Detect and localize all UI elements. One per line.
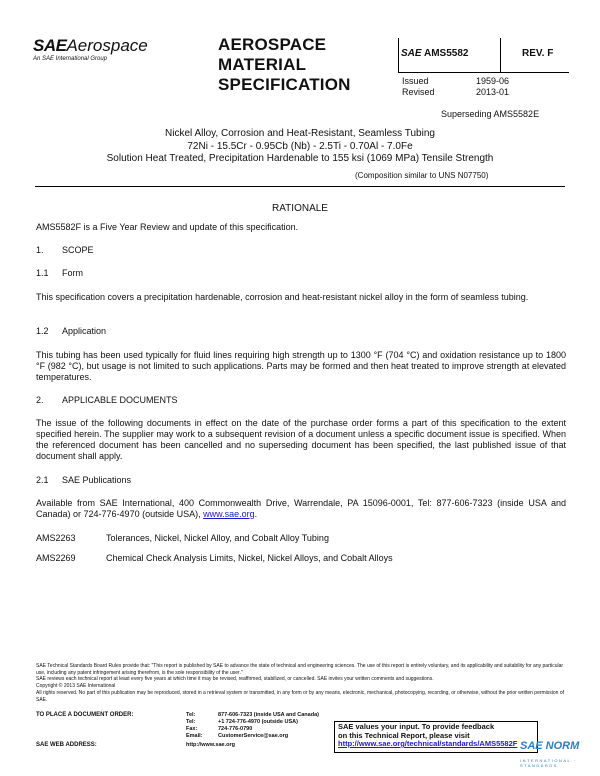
composition-note: (Composition similar to UNS N07750) <box>355 171 489 180</box>
section-2-1-text <box>36 498 566 520</box>
tel2-value: +1 724-776-4970 (outside USA) <box>218 719 298 725</box>
section-1-2-text: This tubing has been used typically for fluid lines requiring high strength up to 1300 °F (704 °C) and oxidation resistance up to 1800 °F (982 °C), but usage is not limited to such applications. Parts may be formed and then heat treated to improve strength at elevated temperatures. <box>36 350 566 382</box>
tel-value: 877-606-7323 (inside USA and Canada) <box>218 712 319 718</box>
logo-aerospace-text: Aerospace <box>66 36 148 55</box>
section-title: Form <box>62 268 83 278</box>
doc-number: AMS5582 <box>423 48 469 59</box>
sentence-end: . <box>254 509 258 519</box>
sae-aerospace-logo <box>33 36 193 62</box>
footer-review-notice: SAE reviews each technical report at least every five years at which time it may be revised, reaffirmed, stabilized, or cancelled. SAE invites your written comments and suggestions. <box>36 676 434 682</box>
section-number: 1. <box>36 245 44 255</box>
ref-code-ams2263: AMS2263 <box>36 533 76 543</box>
section-2-text: The issue of the following documents in effect on the date of the purchase order forms a part of this specification to the extent specified herein. The supplier may work to a subsequent revision of a document unless a specific document issue is specified. When the referenced document has been cancelled and no superseding document has been specified, the last published issue of that document shall apply. <box>36 418 566 461</box>
issued-label: Issued <box>402 76 429 86</box>
section-title: SCOPE <box>62 245 94 255</box>
feedback-line-2: on this Technical Report, please visit <box>338 730 470 740</box>
revised-label: Revised <box>402 87 435 97</box>
web-address-label: SAE WEB ADDRESS: <box>36 742 97 748</box>
web-address-value[interactable]: http://www.sae.org <box>186 742 235 748</box>
section-1-2-heading <box>36 326 106 336</box>
section-number: 2.1 <box>36 475 49 485</box>
logo-subtitle: An SAE International Group <box>33 56 108 62</box>
document-number <box>401 48 468 59</box>
fax-value: 724-776-0790 <box>218 726 253 732</box>
document-type-title <box>218 35 351 95</box>
section-title: Application <box>62 326 107 336</box>
sae-website-link[interactable]: www.sae.org <box>203 509 255 519</box>
fax-label: Fax: <box>186 726 198 732</box>
box-divider <box>500 38 501 72</box>
title-line-1: AEROSPACE <box>218 35 327 54</box>
sae-address-text: Available from SAE International, 400 Commonwealth Drive, Warrendale, PA 15096-0001, Tel: 877-606-7323 (inside USA and Canada) or 724-776-4970 (outside USA), <box>36 498 566 519</box>
feedback-link[interactable]: http://www.sae.org/technical/standards/AMS5582F <box>338 739 518 748</box>
issued-date: 1959-06 <box>476 76 510 86</box>
header-rule <box>35 186 565 187</box>
footer-rights-notice: All rights reserved. No part of this publication may be reproduced, stored in a retrieval system or transmitted, in any form or by any means, electronic, mechanical, photocopying, recording, or otherwise, without the prior written permission of SAE. <box>36 690 565 703</box>
order-label: TO PLACE A DOCUMENT ORDER: <box>36 712 134 718</box>
logo-sae-text: SAE <box>33 36 67 55</box>
section-number: 2. <box>36 395 44 405</box>
subject-line-1: Nickel Alloy, Corrosion and Heat-Resistant, Seamless Tubing <box>165 128 435 139</box>
footer-rules-notice: SAE Technical Standards Board Rules provide that: "This report is published by SAE to advance the state of technical and engineering sciences. The use of this report is entirely voluntary, and its applicability and suitability for any particular use, including any patent infringement arising therefrom, is the sole responsibility of the user." <box>36 663 564 676</box>
superseding-note: Superseding AMS5582E <box>441 109 540 119</box>
rationale-text: AMS5582F is a Five Year Review and update of this specification. <box>36 222 299 232</box>
section-1-1-heading <box>36 268 83 278</box>
section-1-heading <box>36 245 94 255</box>
revision-label: REV. F <box>522 48 554 59</box>
subject-line-2: 72Ni - 15.5Cr - 0.95Cb (Nb) - 2.5Ti - 0.70Al - 7.0Fe <box>187 141 413 152</box>
footer-copyright: Copyright © 2013 SAE International <box>36 683 116 689</box>
email-value[interactable]: CustomerService@sae.org <box>218 733 289 739</box>
rationale-heading: RATIONALE <box>272 203 328 214</box>
watermark-text: SAE NORM <box>520 740 580 752</box>
section-title: APPLICABLE DOCUMENTS <box>62 395 178 405</box>
tel2-label: Tel: <box>186 719 196 725</box>
doc-prefix: SAE <box>401 48 422 59</box>
section-2-1-heading <box>36 475 131 485</box>
section-number: 1.2 <box>36 326 49 336</box>
section-number: 1.1 <box>36 268 49 278</box>
feedback-box <box>334 721 538 753</box>
ref-desc-ams2269: Chemical Check Analysis Limits, Nickel, Nickel Alloys, and Cobalt Alloys <box>106 553 393 563</box>
email-label: Email: <box>186 733 203 739</box>
section-1-1-text: This specification covers a precipitation hardenable, corrosion and heat-resistant nickel alloy in the form of seamless tubing. <box>36 292 529 302</box>
watermark-subtext: INTERNATIONAL · STANDARDS <box>520 758 577 768</box>
ref-code-ams2269: AMS2269 <box>36 553 76 563</box>
ref-desc-ams2263: Tolerances, Nickel, Nickel Alloy, and Cobalt Alloy Tubing <box>106 533 329 543</box>
title-line-3: SPECIFICATION <box>218 75 351 94</box>
revised-date: 2013-01 <box>476 87 510 97</box>
tel-label: Tel: <box>186 712 196 718</box>
section-2-heading <box>36 395 178 405</box>
title-line-2: MATERIAL <box>218 55 307 74</box>
subject-line-3: Solution Heat Treated, Precipitation Hardenable to 155 ksi (1069 MPa) Tensile Strength <box>106 153 494 164</box>
feedback-line-1: SAE values your input. To provide feedback <box>338 722 495 731</box>
section-title: SAE Publications <box>62 475 132 485</box>
